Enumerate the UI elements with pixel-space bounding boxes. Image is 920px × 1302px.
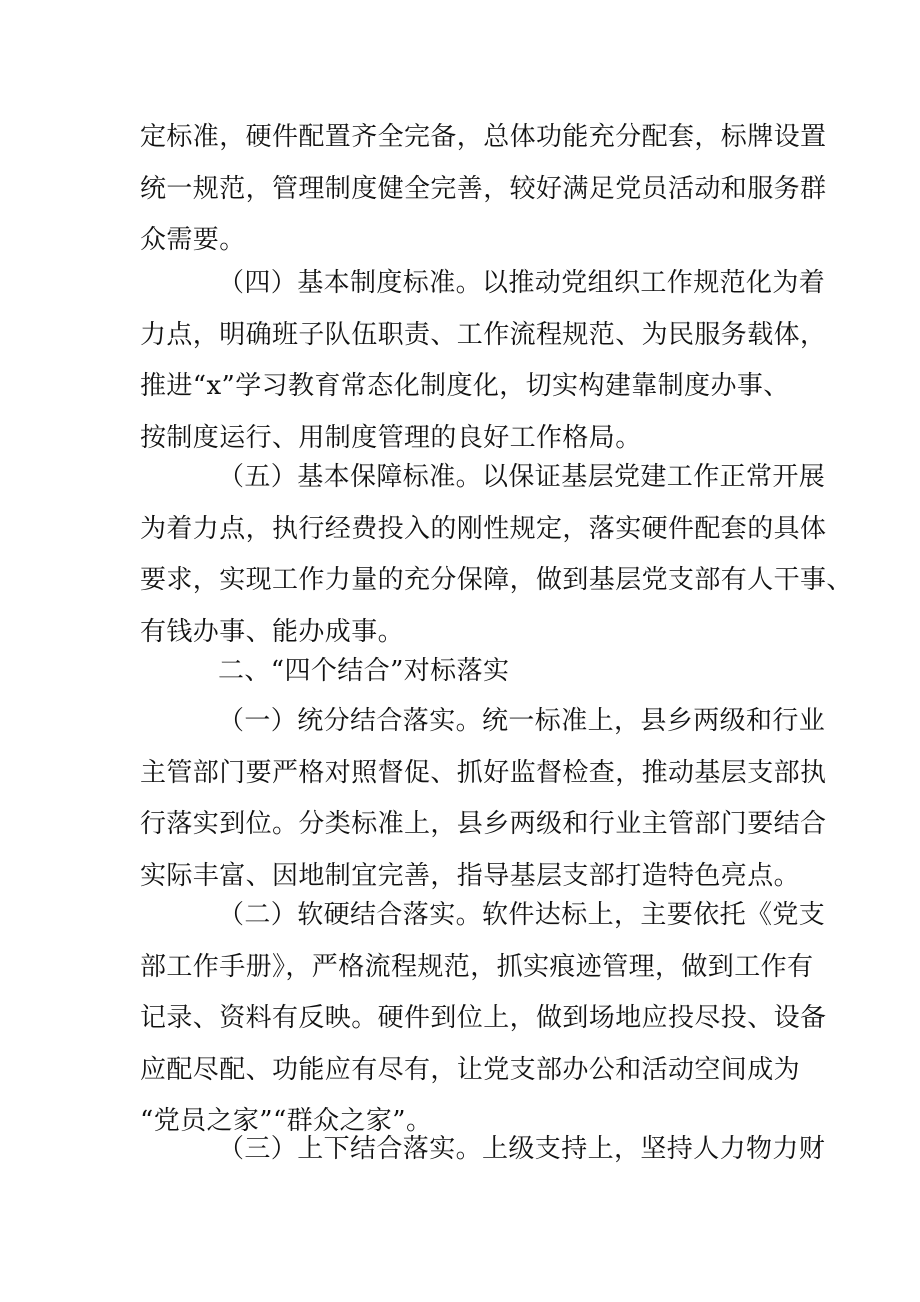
section-heading-four-combinations xyxy=(140,646,780,698)
paragraph-software-hardware xyxy=(140,890,827,1148)
text-line: 统一规范，管理制度健全完善，较好满足党员活动和服务群 xyxy=(140,173,827,204)
paragraph-basic-system-standard xyxy=(140,258,827,464)
text-line: 推进“x”学习教育常态化制度化，切实构建靠制度办事、 xyxy=(140,371,790,401)
text-line: （四）基本制度标准。以推动党组织工作规范化为着 xyxy=(218,268,826,298)
text-line: 行落实到位。分类标准上，县乡两级和行业主管部门要结合 xyxy=(140,809,827,839)
text-line: 众需要。 xyxy=(140,225,246,255)
text-line: “党员之家”“群众之家”。 xyxy=(140,1106,433,1136)
text-line: 力点，明确班子队伍职责、工作流程规范、为民服务载体， xyxy=(140,319,827,350)
text-line: 记录、资料有反映。硬件到位上，做到场地应投尽投、设备 xyxy=(140,1003,827,1033)
text-line: （一）统分结合落实。统一标准上，县乡两级和行业 xyxy=(218,706,826,736)
text-line: 部工作手册》，严格流程规范，抓实痕迹管理，做到工作有 xyxy=(140,951,814,982)
text-line: （三）上下结合落实。上级支持上，坚持人力物力财 xyxy=(218,1134,826,1164)
paragraph-basic-guarantee-standard xyxy=(140,452,853,658)
text-line: 应配尽配、功能应有尽有，让党支部办公和活动空间成为 xyxy=(140,1054,801,1085)
text-line: （五）基本保障标准。以保证基层党建工作正常开展 xyxy=(218,462,826,492)
section-heading-text: 二、“四个结合”对标落实 xyxy=(218,656,510,686)
text-line: 要求，实现工作力量的充分保障，做到基层党支部有人干事、 xyxy=(140,565,853,595)
text-line: 定标准，硬件配置齐全完备，总体功能充分配套，标牌设置 xyxy=(140,122,827,152)
text-line: 有钱办事、能办成事。 xyxy=(140,616,405,647)
text-line: 主管部门要严格对照督促、抓好监督检查，推动基层支部执 xyxy=(140,757,827,788)
text-line: 为着力点，执行经费投入的刚性规定，落实硬件配套的具体 xyxy=(140,513,827,544)
text-line: 按制度运行、用制度管理的良好工作格局。 xyxy=(140,422,642,453)
text-line: 实际丰富、因地制宜完善，指导基层支部打造特色亮点。 xyxy=(140,860,801,891)
text-line: （二）软硬结合落实。软件达标上，主要依托《党支 xyxy=(218,900,826,930)
paragraph-unified-classified xyxy=(140,696,827,902)
paragraph-hardware-standard-continued xyxy=(140,112,827,267)
paragraph-upper-lower xyxy=(140,1124,826,1176)
